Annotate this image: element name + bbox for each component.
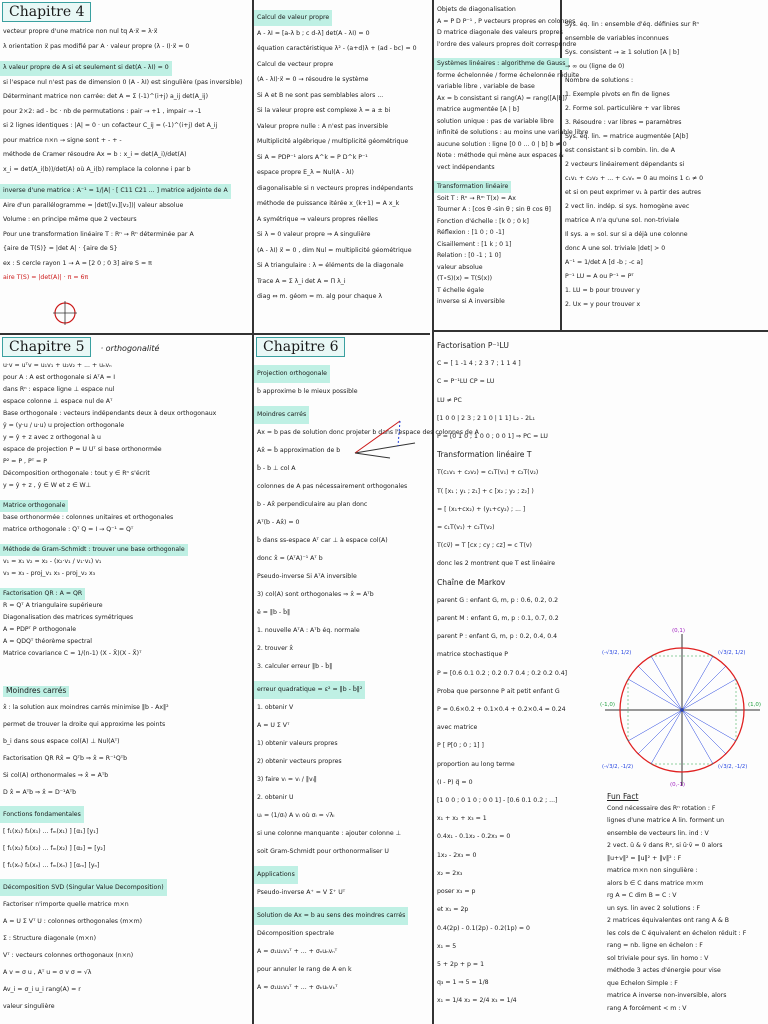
chapter-5-lines [0,360,252,660]
col4-top-line: 2. Forme sol. particulière + var libres [565,105,680,112]
chapter5-line: A = PDPᵀ P orthogonale [3,626,77,633]
vp-block-line: Multiplicité algébrique / multiplicité géométrique [257,138,409,145]
section-fun-fact [604,792,768,1024]
col4-top-line: Il sys. a ∞ sol. sur si a déjà une colonne [565,231,688,238]
col4-top-line: P⁻¹ LU = A ou P⁻¹ = Pᵀ [565,273,634,280]
col4-top-line: → ∞ ou (ligne de 0) [565,63,625,70]
chapter4-line: Pour une transformation linéaire T : Rⁿ → Rⁿ déterminée par A [3,230,194,238]
col3-bottom-line: C = [ 1 -1 4 ; 2 3 7 ; 1 1 4 ] [437,360,521,368]
col3-bottom-line: poser x₃ = p [437,888,476,896]
fun-fact-line: matrice A inverse non-inversible, alors [607,992,727,1000]
col4-top-line: matrice A n'a qu'une sol. non-triviale [565,217,680,224]
col3-bottom-line: T(cv⃗) = T [cx ; cy ; cz] = c T(v) [437,542,532,550]
section-linear-systems [562,0,768,330]
vp-block-line: A - λI = [a-λ b ; c d-λ] det(A - λI) = 0 [257,29,370,37]
circle-label-quad-tl: (-√3/2, 1/2) [602,650,632,656]
chapter6-line: 2. trouver x̂ [257,645,294,652]
moindres-line: Décomposition SVD (Singular Value Decomposition) [0,879,167,896]
col3-top-line: Tourner A : [cos θ -sin θ ; sin θ cos θ] [437,206,551,213]
moindres-line: [ f₁(xₙ) f₂(xₙ) ... fₘ(xₙ) ] [αₘ] [yₙ] [3,861,100,869]
chapter4-line: si 2 lignes identiques : |A| = 0 · un cofacteur C_ij = (-1)^(i+j) det A_ij [3,122,218,129]
section-chapter-5 [0,335,252,675]
circle-label-right: (1,0) [748,702,762,708]
chapter6-line: A ≈ σ₁u₁v₁ᵀ + ... + σₖuₖvₖᵀ [257,984,338,991]
chapter5-line: u·v = uᵀv = u₁v₁ + u₂v₂ + ... + uₙvₙ [3,362,112,369]
moindres-line: D x̂ = Aᵀb ⇒ x̂ = D⁻¹Aᵀb [3,788,77,796]
vp-block-line: Si A = PDP⁻¹ alors A^k = P D^k P⁻¹ [257,153,368,161]
col3-bottom-line: donc les 2 montrent que T est linéaire [437,560,555,568]
projection-diagram-icon [350,413,420,463]
chapter6-line: 2) obtenir vecteurs propres [257,758,342,765]
col3-bottom-line: = c₁T(v₁) + c₂T(v₂) [437,524,495,532]
col3-bottom-line: 0.4x₁ - 0.1x₂ - 0.2x₃ = 0 [437,833,511,841]
least-squares-lines [0,699,252,1015]
chapter5-line: A = QDQᵀ théorème spectral [3,638,92,645]
col3-bottom-line: avec matrice [437,724,478,732]
vp-block-line: Calcul de vecteur propre [257,60,334,68]
chapter-5-title: Chapitre 5 [2,337,91,357]
col4-top-line: est consistant si b combin. lin. de A [565,147,675,154]
vp-block-line: A symétrique ⇒ valeurs propres réelles [257,215,378,223]
fun-fact-line: méthode 3 actes d'énergie pour vise [607,967,721,975]
col4-top-line: c₁v₁ + c₂v₂ + ... + cₙvₙ = 0 au moins 1 cᵢ ≠ 0 [565,175,704,182]
fun-fact-title: Fun Fact [607,792,639,801]
vp-block-line: équation caractéristique λ² - (a+d)λ + (ad - bc) = 0 [257,45,417,52]
chapter6-line: ê = ‖b - b̂‖ [257,609,291,616]
chapter-4-title: Chapitre 4 [2,2,91,22]
chapter5-line: matrice orthogonale : Qᵀ Q = I → Q⁻¹ = Qᵀ [3,526,134,533]
chapter5-line: P² = P , Pᵀ = P [3,458,47,465]
col3-top-line: Cisaillement : [1 k ; 0 1] [437,240,512,248]
chapter4-line: Volume : en principe même que 2 vecteurs [3,216,137,223]
col3-top-line: Soit T : Rⁿ → Rᵐ T(x) = Ax [437,194,516,202]
fun-fact-line: rg A = C dim B = C : V [607,892,677,900]
chapter5-line: espace de projection P = U Uᵀ si base orthonormée [3,446,162,453]
col3-bottom-line: q₃ = 1 ⇒ 5 = 1/8 [437,979,489,987]
vp-block-line: espace propre E_λ = Nul(A - λI) [257,169,354,176]
chapter6-line: 3. calculer erreur ‖b - b̂‖ [257,663,333,670]
chapter5-line: Diagonalisation des matrices symétriques [3,614,134,621]
chapter5-line: base orthonormée : colonnes unitaires et orthogonales [3,514,174,521]
chapter6-line: Moindres carrés [254,406,309,424]
col4-top-line: et si on peut exprimer v₁ à partir des autres [565,189,702,196]
moindres-line: [ f₁(x₂) f₂(x₂) ... fₘ(x₂) ] [α₂] = [y₂] [3,844,106,852]
moindres-line: Si col(A) orthonormales ⇒ x̂ = Aᵀb [3,771,109,779]
col3-top-line: inverse si A inversible [437,298,505,305]
chapter6-line: soit Gram-Schmidt pour orthonormaliser U [257,848,389,855]
chapter6-line: pour annuler le rang de A en k [257,966,352,973]
col3-top-line: aucune solution : ligne [0 0 ... 0 | b] b ≠ 0 [437,140,567,148]
col3-top-line: Réflexion : [1 0 ; 0 -1] [437,229,505,236]
circle-sketch-icon [50,298,80,328]
chapter6-line: 1. nouvelle AᵀA : Aᵀb éq. normale [257,627,360,634]
vp-block-line: Si la valeur propre est complexe λ = a ± bi [257,107,391,114]
fun-fact-line: lignes d'une matrice A lin. forment un [607,817,725,825]
col4-top-line: Sys. éq. lin. = matrice augmentée [A|b] [565,133,689,140]
chapter5-line: y = ŷ + z avec z orthogonal à u [3,434,101,441]
chapter6-line: 2. obtenir U [257,794,294,801]
chapter6-line: si une colonne manquante : ajouter colonne ⊥ [257,830,402,837]
chapter4-line: x_i = det(A_i(b))/det(A) où A_i(b) remplace la colonne i par b [3,165,191,173]
vp-block-line: Valeur propre nulle : A n'est pas inversible [257,122,389,130]
chapter4-line: λ orientation x⃗ pas modifié par A · valeur propre (λ - I)·x⃗ = 0 [3,42,190,50]
vp-block-line: diag ⇔ m. géom = m. alg pour chaque λ [257,293,383,300]
chapter6-line: donc x̂ = (AᵀA)⁻¹ Aᵀ b [257,555,323,562]
chapter6-line: b̂ - b ⊥ col A [257,465,296,472]
col3-top-line: Fonction d'échelle : [k 0 ; 0 k] [437,217,529,225]
col3-top-line: solution unique : pas de variable libre [437,117,554,125]
col3-bottom-line: x₂ = 2x₃ [437,869,463,877]
unit-circle-diagram [600,630,765,790]
chapter4-line: pour matrice n×n → signe sont + - + - [3,136,122,144]
col3-bottom-line: x₁ = 5 [437,942,457,950]
col3-bottom-line: P = [0 1 0 ; 1 0 0 ; 0 0 1] ⇒ PC = LU [437,433,548,441]
chapter5-line: y = ŷ + z , ŷ ∈ W et z ∈ W⊥ [3,482,92,489]
moindres-line: x̂ : la solution aux moindres carrés minimise ‖b - Ax‖² [3,703,169,711]
col3-bottom-line: T(c₁v₁ + c₂v₂) = c₁T(v₁) + c₂T(v₂) [437,469,539,477]
chapter6-line: colonnes de A pas nécessairement orthogonales [257,483,408,490]
col3-top-line: vect indépendants [437,163,495,171]
fun-fact-line: sol triviale pour sys. lin homo : V [607,954,709,962]
least-squares-title: Moindres carrés [3,686,69,697]
moindres-line: Factorisation QR Rx̂ = Qᵀb ⇒ x̂ = R⁻¹Qᵀb [3,754,128,762]
col3-bottom-line: parent M : enfant G, m, p : 0.1, 0.7, 0.2 [437,615,559,623]
col4-top-line: donc A une sol. triviale |det| > 0 [565,245,666,252]
chapter-5-subtitle: · orthogonalité [100,344,160,353]
circle-label-bottom: (0,-1) [670,782,686,788]
moindres-line: Factoriser n'importe quelle matrice m×n [3,900,129,908]
fun-fact-lines [604,803,768,1016]
col3-bottom-line: 0.4(2p) - 0.1(2p) - 0.2(1p) = 0 [437,924,530,932]
col3-bottom-line: T( [x₁ ; y₁ ; z₁] + c [x₂ ; y₂ ; z₂] ) [437,487,534,495]
fun-fact-line: Cond nécessaire des Rⁿ rotation : F [607,804,716,812]
moindres-line: A = U Σ Vᵀ U : colonnes orthogonales (m×m) [3,917,143,925]
col4-top-line: 1. LU = b pour trouver y [565,287,640,294]
col3-top-line: variable libre , variable de base [437,83,535,90]
vp-block-line: Si A triangulaire : λ = éléments de la diagonale [257,262,404,269]
col3-bottom-line: P = [0.6 0.1 0.2 ; 0.2 0.7 0.4 ; 0.2 0.2 0.4] [437,669,568,677]
vp-block-line: méthode de puissance itérée x_(k+1) = A x_k [257,200,400,207]
chapter5-line: Décomposition orthogonale : tout y ∈ Rⁿ s'écrit [3,470,150,477]
moindres-line: b_i dans sous espace col(A) ⊥ Nul(Aᵀ) [3,737,120,745]
col3-top-line: Transformation linéaire [434,181,511,193]
chapter4-line: si l'espace nul n'est pas de dimension 0 (A - λI) est singulière (pas inversible) [3,78,243,86]
chapter6-line: 1. obtenir V [257,704,294,711]
chapter4-line: aire T(S) = |det(A)| · π = 6π [3,274,89,281]
chapter6-line: Décomposition spectrale [257,930,334,937]
col4-top-line: ensemble de variables inconnues [565,35,669,42]
col4-top-line: 3. Résoudre : var libres = paramètres [565,119,682,126]
moindres-line: A v = σ u , Aᵀ u = σ v σ = √λ [3,968,92,976]
chapter6-line: Ax = b pas de solution donc projeter b dans l'espace des colonnes de A [257,429,479,436]
chapter4-line: inverse d'une matrice : A⁻¹ = 1/|A| · [ C11 C21 ... ] matrice adjointe de A [0,184,231,199]
col3-bottom-line: [1 0 0 | 2 3 ; 2 1 0 | 1 1] L₂ - 2L₁ [437,414,535,422]
col3-top-line: (T∘S)(x) = T(S(x)) [437,275,493,282]
circle-label-quad-tr: (√3/2, 1/2) [718,650,746,656]
col3-bottom-line: proportion au long terme [437,760,515,768]
chapter6-line: uᵢ = (1/σᵢ) A vᵢ où σᵢ = √λᵢ [257,812,335,819]
circle-label-quad-br: (√3/2, -1/2) [718,764,748,770]
col4-top-line: 2 vecteurs linéairement dépendants si [565,161,685,168]
fun-fact-line: ‖u+v‖² = ‖u‖² + ‖v‖² : F [607,854,682,862]
fun-fact-line: rang = nb. ligne en échelon : F [607,942,703,950]
col3-top-line: Systèmes linéaires : algorithme de Gauss [434,58,569,70]
col3-bottom-line: Chaîne de Markov [437,577,506,587]
col3-bottom-line: Proba que personne P ait petit enfant G [437,687,560,695]
col3-top-line: Relation : [0 -1 ; 1 0] [437,252,501,259]
moindres-line: Av_i = σ_i u_i rang(A) = r [3,985,81,993]
chapter5-line: Matrice orthogonale [0,500,68,512]
chapter6-line: b̂ dans ss-espace Aᵀ car ⊥ à espace col(A) [257,537,388,544]
col3-top-line: forme échelonnée / forme échelonnée réduite [437,71,580,79]
diagonalisation-lines [434,0,589,308]
vp-block-line: Si A et B ne sont pas semblables alors ... [257,91,384,99]
col3-bottom-line: x₁ = 1/4 x₂ = 2/4 x₃ = 1/4 [437,997,517,1005]
chapter5-line: Factorisation QR : A = QR [0,588,85,600]
fun-fact-line: les cols de C équivalent en échelon réduit : F [607,929,747,937]
col3-bottom-line: matrice stochastique P [437,651,508,659]
chapter4-line: pour 2×2: ad - bc · nb de permutations : pair → +1 , impair → -1 [3,107,202,115]
chapter6-line: 1) obtenir valeurs propres [257,740,338,747]
col3-top-line: valeur absolue [437,263,483,271]
vp-block-line: (A - λI) x⃗ = 0 , dim Nul = multiplicité géométrique [257,246,412,254]
fun-fact-line: rang A forcément < m : V [607,1004,687,1012]
col4-top-line: Sys. consistent → ≥ 1 solution [A | b] [565,49,680,56]
col4-top-line: 2. Ux = y pour trouver x [565,301,641,308]
eigenvalue-lines [254,0,432,305]
moindres-line: [ f₁(x₁) f₂(x₁) ... fₘ(x₁) ] [α₁] [y₁] [3,827,99,835]
chapter6-line: b̂ approxime b le mieux possible [257,388,358,395]
fun-fact-line: que Echelon Simple : F [607,979,678,987]
divider-h-right [432,330,768,332]
col3-top-line: D matrice diagonale des valeurs propres [437,29,563,36]
chapter6-line: erreur quadratique = ε² = ‖b - b̂‖² [254,681,365,699]
section-diagonalisation [434,0,589,330]
chapter6-line: b - Ax̂ perpendiculaire au plan donc [257,501,368,508]
chapter5-line: ŷ = (y·u / u·u) u projection orthogonale [3,422,125,429]
chapter5-line: R = Qᵀ A triangulaire supérieure [3,602,103,609]
chapter5-line: espace colonne ⊥ espace nul de Aᵀ [3,398,113,405]
chapter6-line: Solution de Ax = b au sens des moindres carrés [254,907,408,925]
col3-top-line: Ax = b consistant si rang(A) = rang([A|b]) [437,94,568,102]
col3-bottom-line: P [ P[0 ; 0 ; 1] ] [437,742,484,750]
chapter5-line: Matrice covariance C = 1/(n-1) (X - X̄)(X - X̄)ᵀ [3,650,142,657]
col3-bottom-line: [1 0 0 ; 0 1 0 ; 0 0 1] - [0.6 0.1 0.2 ; ...] [437,797,558,805]
chapter6-line: A = U Σ Vᵀ [257,722,290,729]
chapter6-line: Pseudo-inverse A⁺ = V Σ⁺ Uᵀ [257,889,346,896]
fun-fact-line: alors b ∈ C dans matrice m×m [607,879,704,887]
section-factorisation-markov [434,333,600,1024]
chapter6-line: Applications [254,866,298,884]
col4-top-line: Nombre de solutions : [565,77,634,84]
col3-top-line: matrice augmentée [A | b] [437,106,520,113]
col3-bottom-line: (I - P) q⃗ = 0 [437,778,473,786]
fun-fact-line: 2 vect. ū & v̄ dans Rⁿ, si ū·v̄ = 0 alors [607,842,723,850]
fun-fact-line: 2 matrices équivalentes ont rang A & B [607,917,729,925]
chapter6-line: Aᵀ(b - Ax̂) = 0 [257,519,300,526]
col4-top-line: 2 vect lin. indép. si sys. homogène avec [565,203,690,210]
col3-top-line: T échelle égale [437,286,484,294]
col3-bottom-line: C = P⁻¹LU CP = LU [437,378,495,386]
moindres-line: Vᵀ : vecteurs colonnes orthogonaux (n×n) [3,951,134,959]
vp-block-line: Calcul de valeur propre [254,10,332,26]
vp-block-line: diagonalisable si n vecteurs propres indépendants [257,184,414,192]
chapter6-line: A = σ₁u₁v₁ᵀ + ... + σₙuₙvₙᵀ [257,948,338,955]
col3-bottom-line: LU ≠ PC [437,396,462,404]
section-chapter-4 [0,0,252,333]
chapter5-line: dans Rⁿ : espace ligne ⊥ espace nul [3,386,115,393]
chapter5-line: v₃ = x₃ - proj_v₁ x₃ - proj_v₂ x₃ [3,570,96,577]
moindres-line: Fonctions fondamentales [0,806,84,823]
chapter4-line: Déterminant matrice non carrée: det A = Σ (-1)^(i+j) a_ij det(A_ij) [3,93,208,100]
section-least-squares [0,678,252,1024]
col3-bottom-line: x₁ + x₂ + x₃ = 1 [437,815,487,823]
moindres-line: permet de trouver la droite qui approxime les points [3,720,166,728]
chapter5-line: v₁ = x₁ v₂ = x₂ - (x₂·v₁ / v₁·v₁) v₁ [3,558,102,565]
chapter4-line: vecteur propre d'une matrice non nul tq A·x⃗ = λ·x⃗ [3,28,158,35]
col3-top-line: infinité de solutions : au moins une variable libre [437,129,589,136]
vp-block-line: (A - λI)·x⃗ = 0 → résoudre le système [257,76,369,83]
chapter4-line: {aire de T(S)} = |det A| · {aire de S} [3,245,118,252]
col3-bottom-line: = [ (x₁+cx₂) + (y₁+cy₂) ; ... ] [437,505,526,513]
fun-fact-line: matrice m×n non singulière : [607,867,698,875]
section-eigenvalues [254,0,432,333]
moindres-line: Σ : Structure diagonale (m×n) [3,934,96,942]
col3-bottom-line: 5 + 2p + p = 1 [437,960,485,968]
chapter-6-title: Chapitre 6 [256,337,345,357]
chapter5-line: pour A : A est orthogonale si AᵀA = I [3,374,116,381]
circle-label-left: (-1,0) [600,702,616,708]
col3-bottom-line: parent G : enfant G, m, p : 0.6, 0.2, 0.2 [437,596,559,604]
col3-bottom-line: P = 0.6×0.2 + 0.1×0.4 + 0.2×0.4 = 0.24 [437,706,566,714]
circle-label-top: (0,1) [672,628,686,634]
col3-top-line: Objets de diagonalisation [437,6,516,13]
chapter4-line: ex : S cercle rayon 1 → A = [2 0 ; 0 3] aire S = π [3,259,152,267]
col3-bottom-line: et x₁ = 2p [437,906,469,914]
col3-top-line: l'ordre des valeurs propres doit correspondre [437,40,577,48]
col4-top-line: A⁻¹ = 1/det A [d -b ; -c a] [565,259,643,266]
circle-label-quad-bl: (-√3/2, -1/2) [602,764,634,770]
fun-fact-line: ensemble de vecteurs lin. ind : V [607,829,709,837]
col3-top-line: Note : méthode qui mène aux espaces & [437,152,564,159]
chapter6-line: Projection orthogonale [254,365,330,383]
chapter6-line: Ax̂ = b̂ approximation de b [257,447,341,454]
chapter4-line: λ valeur propre de A si et seulement si det(A - λI) = 0 [0,61,172,76]
factorisation-markov-lines [434,333,600,1011]
linear-systems-lines [562,0,768,312]
col3-top-line: A = P D P⁻¹ , P vecteurs propres en colonnes [437,17,576,25]
col3-bottom-line: 1x₂ - 2x₃ = 0 [437,851,477,859]
col4-top-line: 1. Exemple pivots en fin de lignes [565,91,670,98]
chapter4-line: méthode de Cramer résoudre Ax = b : x_i = det(A_i)/det(A) [3,151,187,158]
chapter6-line: 3) col(A) sont orthogonales ⇒ x̂ = Aᵀb [257,591,374,598]
moindres-line: valeur singulière [3,1002,55,1010]
col3-bottom-line: Factorisation P⁻¹LU [437,341,509,350]
chapter-4-lines [0,25,252,286]
chapter5-line: Méthode de Gram-Schmidt : trouver une base orthogonale [0,544,188,556]
col3-bottom-line: parent P : enfant G, m, p : 0.2, 0.4, 0.4 [437,633,558,641]
col3-bottom-line: Transformation linéaire T [437,450,532,460]
vp-block-line: Trace A = Σ λ_i det A = Π λ_i [257,277,346,285]
vp-block-line: Si λ = 0 valeur propre ⇒ A singulière [257,231,371,238]
fun-fact-line: un sys. lin avec 2 solutions : F [607,904,701,912]
chapter5-line: Base orthogonale : vecteurs indépendants deux à deux orthogonaux [3,410,217,417]
col4-top-line: Sys. éq. lin : ensemble d'éq. définies sur Rⁿ [565,21,699,28]
chapter6-line: 3) faire vᵢ = vᵢ / ‖vᵢ‖ [257,776,317,783]
chapter6-line: Pseudo-inverse Si AᵀA inversible [257,573,357,580]
chapter4-line: Aire d'un parallélogramme = |det([v₁][v₂])| valeur absolue [3,201,184,209]
